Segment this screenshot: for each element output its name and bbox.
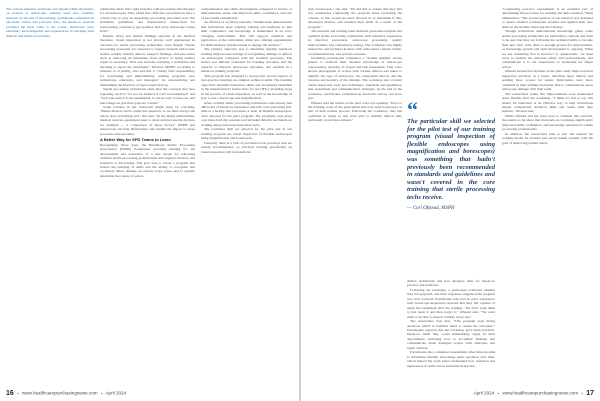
footer-date: April 2024 <box>105 390 127 396</box>
body-paragraph: sixty borescopes," she said. "We did this to ensure that they had two residencies completing the program when reviewing the content, as that would not have allowed us to determine if they developed mastery and retained their skills as a result of the program." <box>308 7 402 29</box>
body-paragraph: Workshop participants completed a 76-item multiple choice pretest to evaluate their baseline knowledge of endoscope reprocessing, anatomy of scopes and risk assessment. They were shown photographs of scopes with various defects and asked to identify the type of endoscope, the component shown, and the location and severity of the damage. The workshop also covered visual inspection tools and techniques, standards and guidelines, risk assessment and communication strategies. At the end of the workshop, participants completed an electronic survey and post-test. <box>308 55 402 101</box>
body-paragraph: Currently there is a lack of preventive best practices that are widely recommended, so practical training specifically on visual inspection will be beneficial. <box>201 140 292 154</box>
right-page-footer <box>474 390 594 397</box>
right-page <box>301 0 600 401</box>
body-paragraph: In addition, the researchers plan to test and expand the training model for broader use across health systems with the goal of improving patient safety. <box>502 131 593 145</box>
footer-separator: • <box>497 390 500 396</box>
footer-url[interactable]: www.healthcarepurchasingnews.com <box>21 390 98 396</box>
quote-mark-icon: “ <box>407 97 418 122</box>
body-paragraph: Following the workshop, a participant evaluated whether they felt prepared, and their responses suggested the program was well received. Participants who had no prior experience with borescope inspection reported that they felt capable of using the equipment after the training. "We don't want them to just learn it and then forget it," Ofstead said. "We want them to be able to inspect reliably every day." <box>407 287 495 319</box>
page-number: 17 <box>586 390 594 397</box>
left-column-3 <box>201 7 292 377</box>
body-paragraph: comprehension and skills development compared to lecture or demonstration alone, and improved skills, confidence, and rate of successful remediation. <box>201 7 292 20</box>
body-paragraph: Some learners in the classroom might learn by watching. "Marna Nelson can be called into question, so we must always ask where does everything end," she said. "In the hiring environment, medical devices, equipment used to clean and process the devices, for example — a comparison of those factors" MSPH and inspections can help differentiate and explain the impact to those processes and outcomes. <box>100 104 195 136</box>
pull-quote <box>407 97 495 274</box>
body-paragraph: Ofstead shared that facilities in the pilot study improved their inspection practices as a result, detecting more defects and sending more scopes for repair. Participants were more confident in their abilities and better able to communicate about endoscope damage with their team. <box>502 69 593 92</box>
body-paragraph: Recognizing those gaps, the Healthcare Sterile Processing Association (HSPA) Foundation provided funding for the development and evaluation of a new model for educating certified sterile processing professionals that supports mastery and retention of knowledge. The goal was to create a program that fosters the building of skills and the ability to recognize and accurately detect damage on various scope types, and to quickly determine the course of action. <box>100 142 195 178</box>
body-paragraph: The researchers note that, "This program even hiring decisions which at facilities hired to assess the outcomes." Participants reported that the workshop gave them practical, hands-on skills they could immediately apply in their departments, including how to document findings and communicate about damaged scopes with clinicians and repair vendors. <box>407 319 495 350</box>
right-column-1 <box>308 7 402 377</box>
body-paragraph: While Ofstead and her team plan to continue this research, the results so far show that the hands-on workshop significantly improved skills, confidence, and knowledge retention for sterile processing professionals. <box>502 113 593 132</box>
footer-separator: • <box>100 390 103 396</box>
footer-separator: • <box>17 390 19 396</box>
body-paragraph: The primary objective was to determine whether hands-on training improved knowledge of recognizing damage or defects on endoscopes compared with the standard processes. The model was initially evaluated for learning outcomes and the capacity to improve endoscope outcomes, and resulted in a hands-on training program. <box>201 47 292 74</box>
right-column-2 <box>407 7 495 377</box>
left-page <box>0 0 299 401</box>
body-paragraph: Though technicians demonstrated knowledge gains, some sterile processing technicians are particularly cautious and want to be sure that they are following the technical skills to become their new best. Still, there is enough ground for improvement, as knowledge growth and skill development is ongoing. When we see something that is incorrect or questionable, we must work to address the situation safely and professionally, and communicate it to our supervisors or leadership for future action. <box>502 29 593 69</box>
body-paragraph: After certified sterile processing technicians with already had 480 hours of hands-on experience and who were practicing full-time at a facility that processes at least 10 flexible endoscopes, were selected for the pilot program. The programs took place over three half-day sessions and included didactic and hands-on training using endoscope inspection tools. <box>201 100 292 127</box>
body-paragraph: As Ofstead, et al (2022) explains, "Studies have demonstrated that technicians need ongoing training and feedback so that their competence and knowledge is maintained in an ever-changing environment. This will support retention and application of the curriculum, while also offering opportunities for skills mastery and discussion to engage the learners." <box>201 20 292 47</box>
body-paragraph: Despite those and similar findings reported in the medical literature, visual inspection is not always well represented in curricula for sterile processing technicians, even though "Sterile processing personnel are expected to inspect beneath endoscopic modes, reliably identify defects, interpret findings, and take action such as removing an instrument from service or doing another repair as necessary. That role includes notifying a technician and deciding to repair the instrument," Ofstead, MSPH, according to Ofstead, et al (2020), who add that it "clearly falls responsibility for developing and implementing training programs onto technicians, educators, and managers" for standardizing and maintaining the function of reprocessed devices. <box>100 33 195 87</box>
right-column-3 <box>502 7 593 377</box>
body-paragraph: Sterile processing technicians often hear the concepts that bear repeating, such as "it's not for biomed, it can't be normalized" and "we'll just send it to the department, it can be easy to tune out, and knowledge on practices gaps are created." <box>100 87 195 105</box>
footer-date: April 2024 <box>473 390 495 396</box>
body-paragraph: skilled technicians and had adequate time for hands-on practice and feedback. <box>407 279 495 288</box>
body-paragraph: Ofstead said the results of the pilot were eye-opening. "Prior to the training, none of the participants had ever used borescopes as part of their routine process. Following the workshop, they felt confident in doing so and were able to identify defects they previously would have missed." <box>308 100 402 123</box>
body-paragraph: The researchers found that improvements were maintained three months after the workshop. "I think it's fair to say this model for education is an effective way to help technicians master complicated technical skills and retain what they learned," Ofstead said. <box>502 91 593 114</box>
body-paragraph: The research and training team included gastroenterologists and certified sterile processing technicians with extensive experience in infection prevention, endoscope processing, quality improvement, and competency testing. The workshop was highly interactive and included lectures with slide-based content, hands-on demonstrations, and practice sessions. <box>308 29 402 56</box>
body-paragraph: "Conducting post-hoc assessments is an essential part of determining the processes for training and skill retention," Berg emphasized. "The second portion of our research was designed to assess whether participants retained and applied their new skills in the months following the training." <box>502 7 593 29</box>
page-number: 16 <box>6 390 14 397</box>
left-column-2 <box>100 7 195 377</box>
body-paragraph: This program was designed to incorporate several aspects of best-practice learning on complex technical skills. The learning objectives included inspection skills and techniques identified in the manufacturer's instructions for use (IFU), including steps in the process of visual inspection, as well as the knowledge of how to use a borescope and magnification. <box>201 73 292 101</box>
body-paragraph: The various material, textbooks and details within the hands-on portion of endoscopic training were also carefully selected. At the end of the training, participants completed an electronic survey and post-test. Also, the hands-on sessions provided the most value to the course. Instructors were extremely knowledgeable and experienced in teaching both didactic and hands-on portions. <box>6 7 94 38</box>
left-page-footer <box>6 390 126 397</box>
pull-quote-text: The particular skill we selected for the pilot test of our training program (visual inspection of flexible endoscopes using magnification and borescopes) was something that hadn't previously been recommended in standards and guidelines and wasn't covered in the core training that sterile processing techs receive. <box>407 118 495 201</box>
footer-separator: • <box>581 390 583 396</box>
body-paragraph: Participants also completed assessments after three months to determine whether knowledge gains persisted over time, which helped the team better understand how retention and application of skills can be sustained in practice. <box>407 350 495 368</box>
section-heading: A Better Way for SPD Teams to Learn <box>100 136 171 142</box>
body-paragraph: The particular skill we selected for the pilot test of our training program are visual inspection of flexible endoscopes using magnification and borescopes. <box>201 127 292 141</box>
body-paragraph: achievable data's that could interfere with processing effectiveness for all endoscopes. They added that "effective preventatives have a critical role to play in supporting processing personnel now that standards, guidelines, and manufacturer instructions for reprocessing continue to get updated, and every endoscope comes from." <box>100 7 195 34</box>
pull-quote-attribution: — Cori Ofstead, MSPH <box>407 205 455 211</box>
footer-url[interactable]: www.healthcarepurchasingnews.com <box>502 390 579 396</box>
left-column-1 <box>6 7 94 377</box>
